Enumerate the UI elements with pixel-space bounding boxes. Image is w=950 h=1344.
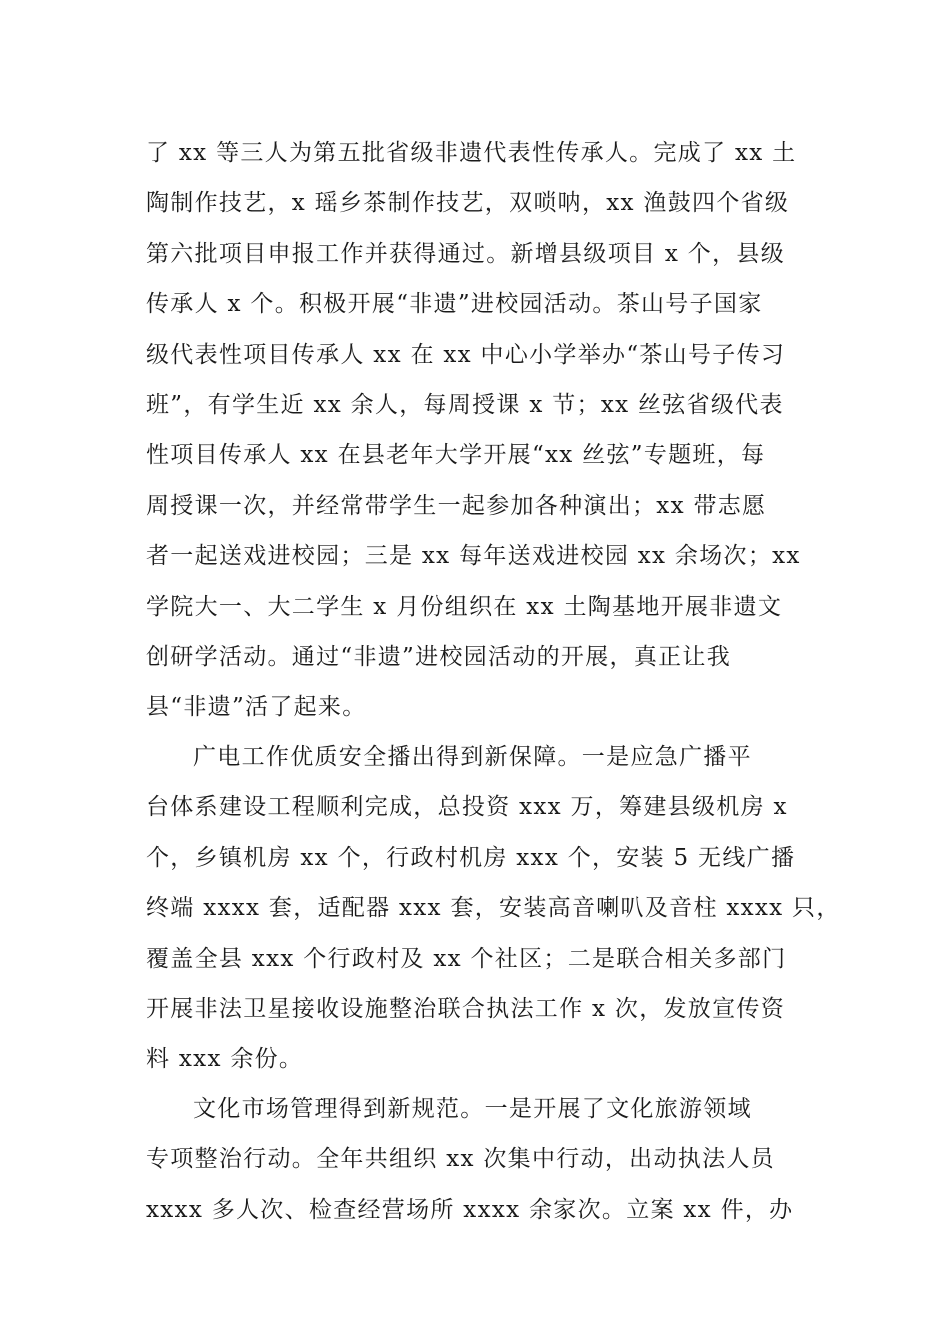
text-line: 周授课一次，并经常带学生一起参加各种演出；xx 带志愿: [146, 492, 767, 519]
text-line: 个，乡镇机房 xx 个，行政村机房 xxx 个，安装 5 无线广播: [146, 844, 796, 871]
text-line: 陶制作技艺，x 瑶乡茶制作技艺，双唢呐，xx 渔鼓四个省级: [146, 190, 790, 217]
text-line: 县“非遗”活了起来。: [146, 694, 367, 721]
text-line: 班”，有学生近 xx 余人，每周授课 x 节；xx 丝弦省级代表: [146, 391, 784, 418]
text-line-first: 广电工作优质安全播出得到新保障。一是应急广播平: [193, 744, 752, 770]
text-line: 学院大一、大二学生 x 月份组织在 xx 土陶基地开展非遗文: [146, 593, 783, 620]
text-line: 料 xxx 余份。: [146, 1046, 304, 1073]
text-line: 了 xx 等三人为第五批省级非遗代表性传承人。完成了 xx 土: [146, 140, 797, 166]
text-line: 专项整治行动。全年共组织 xx 次集中行动，出动执法人员: [146, 1146, 775, 1173]
text-line-first: 文化市场管理得到新规范。一是开展了文化旅游领域: [193, 1096, 752, 1122]
text-line: 开展非法卫星接收设施整治联合执法工作 x 次，发放宣传资: [146, 995, 785, 1022]
text-line: 性项目传承人 xx 在县老年大学开展“xx 丝弦”专题班，每: [146, 442, 766, 469]
paragraph-broadcasting: [146, 732, 841, 1085]
text-line: 级代表性项目传承人 xx 在 xx 中心小学举办“茶山号子传习: [146, 341, 786, 368]
text-line: 终端 xxxx 套，适配器 xxx 套，安装高音喇叭及音柱 xxxx 只，: [146, 895, 841, 922]
paragraph-intangible-heritage: [146, 128, 808, 733]
text-line: 传承人 x 个。积极开展“非遗”进校园活动。茶山号子国家: [146, 291, 763, 318]
text-line: 创研学活动。通过“非遗”进校园活动的开展，真正让我: [146, 643, 732, 670]
paragraph-cultural-market: [146, 1084, 808, 1235]
text-line: 者一起送戏进校园；三是 xx 每年送戏进校园 xx 余场次；xx: [146, 543, 801, 570]
text-line: xxxx 多人次、检查经营场所 xxxx 余家次。立案 xx 件，办: [146, 1196, 794, 1223]
text-line: 第六批项目申报工作并获得通过。新增县级项目 x 个，县级: [146, 240, 785, 267]
text-line: 台体系建设工程顺利完成，总投资 xxx 万，筹建县级机房 x: [146, 794, 788, 821]
text-line: 覆盖全县 xxx 个行政村及 xx 个社区；二是联合相关多部门: [146, 945, 787, 972]
